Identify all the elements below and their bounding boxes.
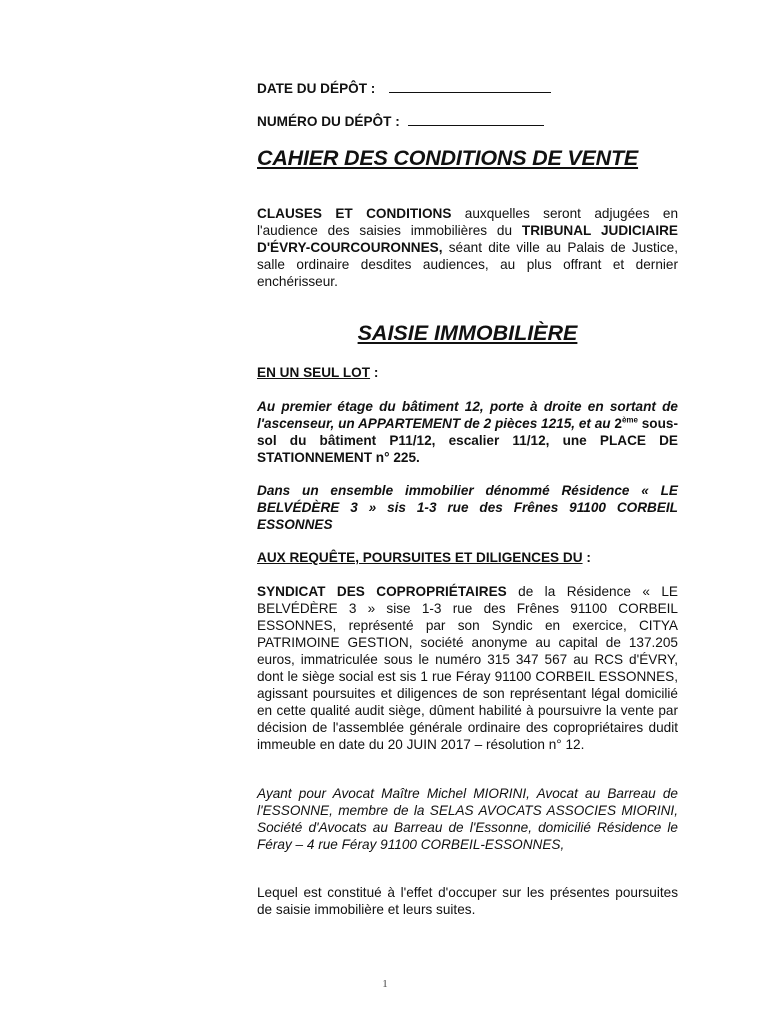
section-title: SAISIE IMMOBILIÈRE xyxy=(357,321,578,345)
requete-heading xyxy=(257,549,678,566)
lot-desc-part1: Au premier étage du bâtiment 12, porte à droite en sortant de l'ascenseur, un APPARTEMENT de 2 pièces 1215, et au xyxy=(257,399,678,431)
numero-depot-label: NUMÉRO DU DÉPÔT : xyxy=(257,114,400,129)
lot-heading xyxy=(257,364,678,381)
lequel-paragraph xyxy=(257,884,678,918)
clauses-text1: auxquelles seront adjugées en l'audience des saisies immobilières du xyxy=(257,206,678,238)
date-depot-label: DATE DU DÉPÔT : xyxy=(257,81,376,96)
lot-heading-text: EN UN SEUL LOT xyxy=(257,365,371,380)
avocat-text: Ayant pour Avocat Maître Michel MIORINI, Avocat au Barreau de l'ESSONNE, membre de la SELAS AVOCATS ASSOCIES MIORINI, Société d'Avocats au Barreau de l'Essonne, domicilié Résidence le Féray – 4 rue Féray 91100 CORBEIL-ESSONNES, xyxy=(257,786,678,852)
clauses-paragraph xyxy=(257,205,678,290)
lot-desc-sup: ème xyxy=(621,415,638,425)
ensemble-text: Dans un ensemble immobilier dénommé Résidence « LE BELVÉDÈRE 3 » sis 1-3 rue des Frênes 91100 CORBEIL ESSONNES xyxy=(257,483,678,532)
requete-heading-text: AUX REQUÊTE, POURSUITES ET DILIGENCES DU xyxy=(257,550,583,565)
lequel-text: Lequel est constitué à l'effet d'occuper sur les présentes poursuites de saisie immobilière et leurs suites. xyxy=(257,885,678,917)
clauses-lead: CLAUSES ET CONDITIONS xyxy=(257,206,452,221)
date-depot-blank xyxy=(389,92,551,93)
numero-depot-blank xyxy=(408,125,544,126)
syndicat-text: de la Résidence « LE BELVÉDÈRE 3 » sise 1-3 rue des Frênes 91100 CORBEIL ESSONNES, représenté par son Syndic en exercice, CITYA PATRIMOINE GESTION, société anonyme au capital de 137.205 euros, immatriculée sous le numéro 315 347 567 au RCS d'ÉVRY, dont le siège social est sis 1 rue Féray 91100 CORBEIL ESSONNES, agissant poursuites et diligences de son représentant légal domicilié en cette qualité audit siège, dûment habilité à poursuivre la vente par décision de l'assemblée générale ordinaire des copropriétaires dudit immeuble en date du 20 JUIN 2017 – résolution n° 12. xyxy=(257,584,678,752)
requete-heading-suffix: : xyxy=(582,550,591,565)
lot-desc-num: 2 xyxy=(614,416,622,431)
lot-desc-part2: sous-sol du bâtiment P11/12, escalier 11/12, une PLACE DE STATIONNEMENT n° 225. xyxy=(257,416,678,465)
avocat-paragraph xyxy=(257,785,678,853)
document-title: CAHIER DES CONDITIONS DE VENTE xyxy=(257,146,639,170)
date-depot-line xyxy=(257,80,551,97)
syndicat-lead: SYNDICAT DES COPROPRIÉTAIRES xyxy=(257,584,507,599)
syndicat-paragraph xyxy=(257,583,678,753)
ensemble-paragraph xyxy=(257,482,678,533)
page-number: 1 xyxy=(382,978,388,990)
numero-depot-line xyxy=(257,113,544,130)
lot-heading-suffix: : xyxy=(370,365,379,380)
clauses-text2: séant dite ville au Palais de Justice, salle ordinaire desdites audiences, au plus offrant et dernier enchérisseur. xyxy=(257,240,678,289)
clauses-court: TRIBUNAL JUDICIAIRE D'ÉVRY-COURCOURONNES, xyxy=(257,223,678,255)
lot-description xyxy=(257,398,678,466)
